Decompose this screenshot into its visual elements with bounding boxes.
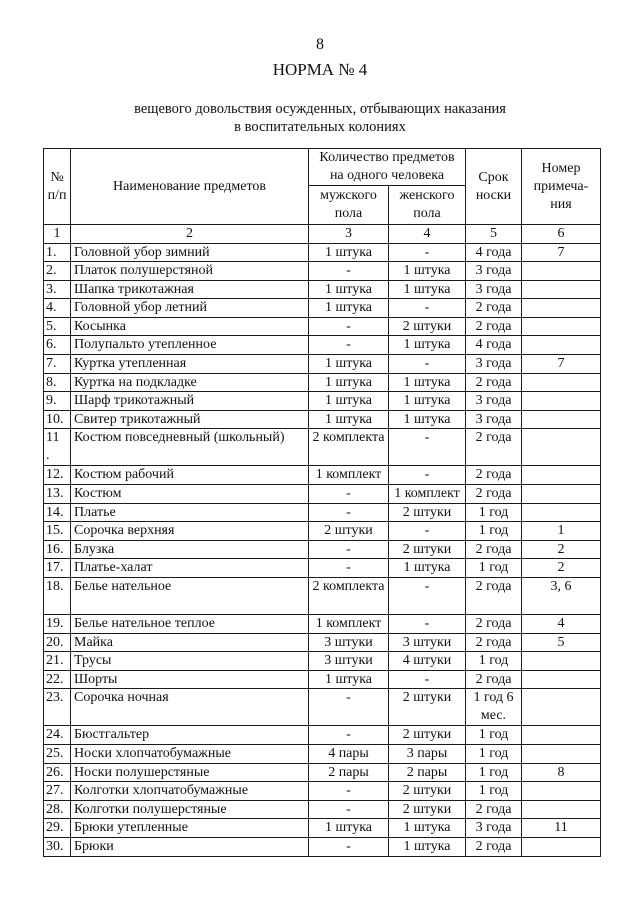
female-quantity: 1 штука bbox=[389, 819, 466, 838]
item-name: Сорочка верхняя bbox=[71, 522, 309, 541]
table-row bbox=[44, 540, 601, 559]
male-quantity: 1 штука bbox=[309, 355, 389, 374]
wear-term: 1 год bbox=[466, 559, 522, 578]
female-quantity: - bbox=[389, 466, 466, 485]
wear-term: 1 год bbox=[466, 763, 522, 782]
wear-term: 1 год bbox=[466, 522, 522, 541]
note-number bbox=[522, 392, 601, 411]
wear-term: 2 года bbox=[466, 633, 522, 652]
row-number: 24. bbox=[44, 726, 71, 745]
note-number bbox=[522, 262, 601, 281]
note-number: 2 bbox=[522, 559, 601, 578]
item-name: Колготки полушерстяные bbox=[71, 800, 309, 819]
row-number: 7. bbox=[44, 355, 71, 374]
row-number: 1. bbox=[44, 243, 71, 262]
row-number: 14. bbox=[44, 503, 71, 522]
table-header-row bbox=[44, 149, 601, 186]
column-index: 2 bbox=[71, 225, 309, 244]
table-row bbox=[44, 633, 601, 652]
item-name: Платок полушерстяной bbox=[71, 262, 309, 281]
table-row bbox=[44, 763, 601, 782]
item-name: Майка bbox=[71, 633, 309, 652]
female-quantity: - bbox=[389, 615, 466, 634]
table-row bbox=[44, 243, 601, 262]
row-number: 17. bbox=[44, 559, 71, 578]
male-quantity: - bbox=[309, 503, 389, 522]
male-quantity: 1 штука bbox=[309, 373, 389, 392]
table-row bbox=[44, 410, 601, 429]
note-number bbox=[522, 299, 601, 318]
note-number bbox=[522, 336, 601, 355]
row-number: 15. bbox=[44, 522, 71, 541]
row-number: 6. bbox=[44, 336, 71, 355]
wear-term: 1 год bbox=[466, 726, 522, 745]
table-row bbox=[44, 782, 601, 801]
table-body bbox=[44, 243, 601, 856]
female-quantity: 1 штука bbox=[389, 837, 466, 856]
female-quantity: 3 штуки bbox=[389, 633, 466, 652]
item-name: Блузка bbox=[71, 540, 309, 559]
item-name: Головной убор зимний bbox=[71, 243, 309, 262]
row-number: 26. bbox=[44, 763, 71, 782]
female-quantity: 1 штука bbox=[389, 336, 466, 355]
wear-term: 3 года bbox=[466, 410, 522, 429]
row-number: 8. bbox=[44, 373, 71, 392]
female-quantity: 3 пары bbox=[389, 744, 466, 763]
female-quantity: 1 штука bbox=[389, 280, 466, 299]
note-number bbox=[522, 466, 601, 485]
wear-term: 2 года bbox=[466, 485, 522, 504]
table-row bbox=[44, 559, 601, 578]
item-name: Куртка на подкладке bbox=[71, 373, 309, 392]
item-name: Бюстгальтер bbox=[71, 726, 309, 745]
column-index: 1 bbox=[44, 225, 71, 244]
table-row bbox=[44, 800, 601, 819]
row-number: 5. bbox=[44, 317, 71, 336]
column-index: 3 bbox=[309, 225, 389, 244]
note-number: 7 bbox=[522, 243, 601, 262]
note-number bbox=[522, 429, 601, 466]
female-quantity: - bbox=[389, 429, 466, 466]
row-number: 4. bbox=[44, 299, 71, 318]
header-male: мужского пола bbox=[309, 186, 389, 225]
male-quantity: - bbox=[309, 689, 389, 726]
item-name: Брюки bbox=[71, 837, 309, 856]
male-quantity: 1 комплект bbox=[309, 615, 389, 634]
item-name: Шапка трикотажная bbox=[71, 280, 309, 299]
wear-term: 3 года bbox=[466, 819, 522, 838]
item-name: Шорты bbox=[71, 670, 309, 689]
note-number: 1 bbox=[522, 522, 601, 541]
table-row bbox=[44, 392, 601, 411]
male-quantity: - bbox=[309, 837, 389, 856]
column-index: 4 bbox=[389, 225, 466, 244]
subtitle-line: в воспитательных колониях bbox=[234, 119, 406, 135]
note-number: 4 bbox=[522, 615, 601, 634]
male-quantity: 1 штука bbox=[309, 243, 389, 262]
document-subtitle bbox=[0, 100, 640, 136]
wear-term: 1 год 6 мес. bbox=[466, 689, 522, 726]
male-quantity: 2 комплекта bbox=[309, 578, 389, 615]
table-row bbox=[44, 317, 601, 336]
male-quantity: 4 пары bbox=[309, 744, 389, 763]
note-number bbox=[522, 410, 601, 429]
male-quantity: 1 комплект bbox=[309, 466, 389, 485]
row-number: 25. bbox=[44, 744, 71, 763]
male-quantity: - bbox=[309, 782, 389, 801]
female-quantity: 2 штуки bbox=[389, 800, 466, 819]
header-qty-group: Количество предметов на одного человека bbox=[309, 149, 466, 186]
wear-term: 4 года bbox=[466, 243, 522, 262]
wear-term: 1 год bbox=[466, 744, 522, 763]
note-number bbox=[522, 652, 601, 671]
note-number: 3, 6 bbox=[522, 578, 601, 615]
row-number: 27. bbox=[44, 782, 71, 801]
item-name: Шарф трикотажный bbox=[71, 392, 309, 411]
table-row bbox=[44, 670, 601, 689]
header-name: Наименование предметов bbox=[71, 149, 309, 225]
wear-term: 1 год bbox=[466, 782, 522, 801]
item-name: Брюки утепленные bbox=[71, 819, 309, 838]
table-row bbox=[44, 280, 601, 299]
header-term bbox=[466, 149, 522, 225]
note-number bbox=[522, 837, 601, 856]
table-row bbox=[44, 485, 601, 504]
male-quantity: 2 штуки bbox=[309, 522, 389, 541]
female-quantity: - bbox=[389, 522, 466, 541]
female-quantity: 1 штука bbox=[389, 262, 466, 281]
table-row bbox=[44, 503, 601, 522]
row-number: 18. bbox=[44, 578, 71, 615]
table-row bbox=[44, 466, 601, 485]
column-index: 5 bbox=[466, 225, 522, 244]
header-note bbox=[522, 149, 601, 225]
table-row bbox=[44, 429, 601, 466]
item-name: Сорочка ночная bbox=[71, 689, 309, 726]
row-number: 12. bbox=[44, 466, 71, 485]
row-number: 10. bbox=[44, 410, 71, 429]
table-row bbox=[44, 726, 601, 745]
item-name: Белье нательное bbox=[71, 578, 309, 615]
table-row bbox=[44, 355, 601, 374]
wear-term: 3 года bbox=[466, 392, 522, 411]
female-quantity: 1 штука bbox=[389, 410, 466, 429]
female-quantity: 2 штуки bbox=[389, 317, 466, 336]
table-row bbox=[44, 744, 601, 763]
note-number bbox=[522, 373, 601, 392]
table-row bbox=[44, 522, 601, 541]
item-name: Косынка bbox=[71, 317, 309, 336]
column-index-row bbox=[44, 225, 601, 244]
female-quantity: 2 штуки bbox=[389, 540, 466, 559]
wear-term: 3 года bbox=[466, 262, 522, 281]
header-note-label: Номер примеча- ния bbox=[533, 160, 589, 212]
male-quantity: 1 штука bbox=[309, 280, 389, 299]
male-quantity: - bbox=[309, 336, 389, 355]
male-quantity: 3 штуки bbox=[309, 652, 389, 671]
male-quantity: 1 штука bbox=[309, 410, 389, 429]
table-row bbox=[44, 819, 601, 838]
note-number bbox=[522, 726, 601, 745]
wear-term: 2 года bbox=[466, 540, 522, 559]
item-name: Платье bbox=[71, 503, 309, 522]
norm-table bbox=[43, 148, 601, 857]
male-quantity: 2 комплекта bbox=[309, 429, 389, 466]
wear-term: 2 года bbox=[466, 373, 522, 392]
header-female: женского пола bbox=[389, 186, 466, 225]
header-term-label: Срок носки bbox=[475, 169, 512, 203]
wear-term: 3 года bbox=[466, 355, 522, 374]
row-number: 16. bbox=[44, 540, 71, 559]
male-quantity: - bbox=[309, 726, 389, 745]
female-quantity: 2 пары bbox=[389, 763, 466, 782]
row-number: 29. bbox=[44, 819, 71, 838]
male-quantity: - bbox=[309, 800, 389, 819]
note-number bbox=[522, 503, 601, 522]
row-number: 9. bbox=[44, 392, 71, 411]
subtitle-line: вещевого довольствия осужденных, отбывающих наказания bbox=[134, 101, 506, 117]
table-row bbox=[44, 578, 601, 615]
female-quantity: 1 комплект bbox=[389, 485, 466, 504]
male-quantity: 1 штука bbox=[309, 819, 389, 838]
note-number bbox=[522, 280, 601, 299]
note-number bbox=[522, 485, 601, 504]
male-quantity: - bbox=[309, 485, 389, 504]
row-number: 11 . bbox=[44, 429, 71, 466]
note-number: 8 bbox=[522, 763, 601, 782]
note-number bbox=[522, 782, 601, 801]
female-quantity: 2 штуки bbox=[389, 782, 466, 801]
wear-term: 3 года bbox=[466, 280, 522, 299]
document-title: НОРМА № 4 bbox=[272, 60, 368, 79]
row-number: 13. bbox=[44, 485, 71, 504]
male-quantity: - bbox=[309, 540, 389, 559]
item-name: Носки полушерстяные bbox=[71, 763, 309, 782]
table-row bbox=[44, 652, 601, 671]
row-number: 28. bbox=[44, 800, 71, 819]
item-name: Трусы bbox=[71, 652, 309, 671]
wear-term: 2 года bbox=[466, 837, 522, 856]
table-row bbox=[44, 837, 601, 856]
item-name: Костюм рабочий bbox=[71, 466, 309, 485]
note-number bbox=[522, 744, 601, 763]
note-number bbox=[522, 670, 601, 689]
item-name: Носки хлопчатобумажные bbox=[71, 744, 309, 763]
header-num bbox=[44, 149, 71, 225]
item-name: Свитер трикотажный bbox=[71, 410, 309, 429]
male-quantity: 3 штуки bbox=[309, 633, 389, 652]
male-quantity: 2 пары bbox=[309, 763, 389, 782]
male-quantity: 1 штука bbox=[309, 670, 389, 689]
row-number: 2. bbox=[44, 262, 71, 281]
wear-term: 2 года bbox=[466, 578, 522, 615]
item-name: Куртка утепленная bbox=[71, 355, 309, 374]
row-number: 22. bbox=[44, 670, 71, 689]
item-name: Полупальто утепленное bbox=[71, 336, 309, 355]
female-quantity: 1 штука bbox=[389, 373, 466, 392]
male-quantity: 1 штука bbox=[309, 392, 389, 411]
header-num-label: № п/п bbox=[47, 169, 67, 203]
table-row bbox=[44, 299, 601, 318]
female-quantity: 2 штуки bbox=[389, 503, 466, 522]
table-row bbox=[44, 615, 601, 634]
female-quantity: 1 штука bbox=[389, 559, 466, 578]
table-row bbox=[44, 689, 601, 726]
item-name: Костюм bbox=[71, 485, 309, 504]
wear-term: 2 года bbox=[466, 800, 522, 819]
note-number: 7 bbox=[522, 355, 601, 374]
wear-term: 2 года bbox=[466, 299, 522, 318]
wear-term: 2 года bbox=[466, 615, 522, 634]
row-number: 19. bbox=[44, 615, 71, 634]
wear-term: 2 года bbox=[466, 317, 522, 336]
wear-term: 4 года bbox=[466, 336, 522, 355]
female-quantity: 1 штука bbox=[389, 392, 466, 411]
female-quantity: 2 штуки bbox=[389, 726, 466, 745]
row-number: 30. bbox=[44, 837, 71, 856]
male-quantity: - bbox=[309, 317, 389, 336]
row-number: 23. bbox=[44, 689, 71, 726]
table-row bbox=[44, 336, 601, 355]
male-quantity: - bbox=[309, 559, 389, 578]
item-name: Костюм повседневный (школьный) bbox=[71, 429, 309, 466]
item-name: Колготки хлопчатобумажные bbox=[71, 782, 309, 801]
item-name: Белье нательное теплое bbox=[71, 615, 309, 634]
male-quantity: - bbox=[309, 262, 389, 281]
wear-term: 2 года bbox=[466, 466, 522, 485]
female-quantity: 2 штуки bbox=[389, 689, 466, 726]
table-row bbox=[44, 262, 601, 281]
note-number bbox=[522, 689, 601, 726]
item-name: Головной убор летний bbox=[71, 299, 309, 318]
note-number: 5 bbox=[522, 633, 601, 652]
female-quantity: - bbox=[389, 670, 466, 689]
row-number: 3. bbox=[44, 280, 71, 299]
wear-term: 2 года bbox=[466, 429, 522, 466]
table-row bbox=[44, 373, 601, 392]
note-number: 11 bbox=[522, 819, 601, 838]
female-quantity: - bbox=[389, 355, 466, 374]
female-quantity: - bbox=[389, 243, 466, 262]
row-number: 20. bbox=[44, 633, 71, 652]
row-number: 21. bbox=[44, 652, 71, 671]
item-name: Платье-халат bbox=[71, 559, 309, 578]
female-quantity: 4 штуки bbox=[389, 652, 466, 671]
column-index: 6 bbox=[522, 225, 601, 244]
wear-term: 2 года bbox=[466, 670, 522, 689]
female-quantity: - bbox=[389, 299, 466, 318]
female-quantity: - bbox=[389, 578, 466, 615]
note-number bbox=[522, 317, 601, 336]
male-quantity: 1 штука bbox=[309, 299, 389, 318]
note-number: 2 bbox=[522, 540, 601, 559]
wear-term: 1 год bbox=[466, 503, 522, 522]
note-number bbox=[522, 800, 601, 819]
page-number: 8 bbox=[316, 36, 324, 53]
wear-term: 1 год bbox=[466, 652, 522, 671]
